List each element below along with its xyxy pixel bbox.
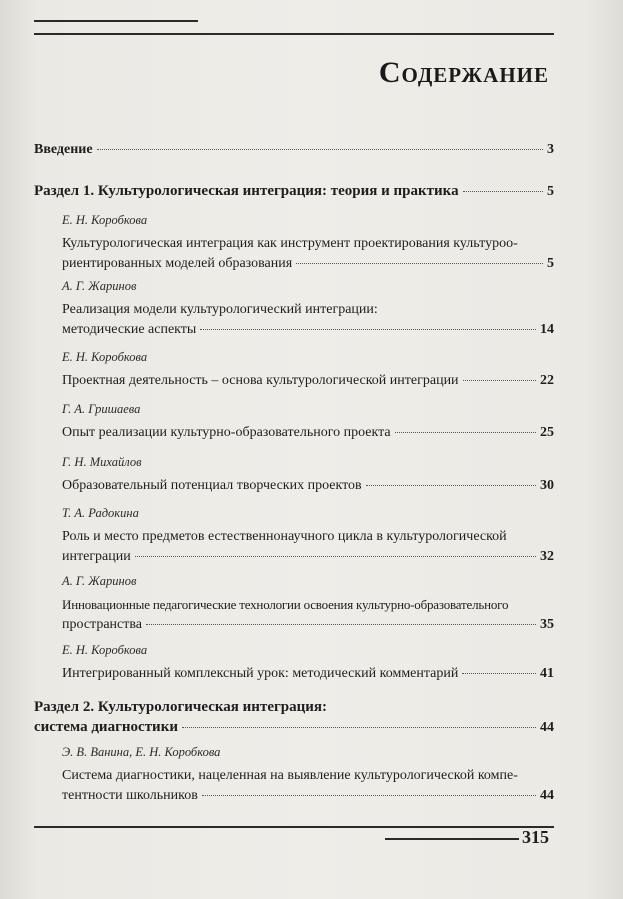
entry-page: 41 [540,666,554,681]
section-1-page: 5 [547,184,554,199]
bottom-long-rule [34,826,554,828]
leader-dots [462,673,536,674]
entry-author: Г. А. Гришаева [62,402,141,416]
section-2-title-line: Раздел 2. Культурологическая интеграция: [34,699,328,715]
entry-page: 32 [540,549,554,564]
entry-author: А. Г. Жаринов [62,279,137,293]
toc-entry[interactable] [34,455,554,496]
entry-title-line: Роль и место предметов естественнонаучного цикла в культурологической [62,529,507,544]
entry-page: 30 [540,478,554,493]
entry-title-line: Опыт реализации культурно-образовательного проекта [62,425,391,440]
leader-dots [463,380,536,381]
toc-entry[interactable] [34,213,554,274]
entry-page: 25 [540,425,554,440]
section-2-title-line: система диагностики [34,719,178,735]
leader-dots [395,432,536,433]
entry-author: Г. Н. Михайлов [62,455,142,469]
toc-entry[interactable] [34,745,554,806]
entry-title-line: Образовательный потенциал творческих проектов [62,478,362,493]
leader-dots [182,727,536,728]
entry-author: Е. Н. Коробкова [62,643,148,657]
leader-dots [200,329,536,330]
section-2-page: 44 [540,720,554,735]
entry-title-line: Система диагностики, нацеленная на выявление культурологической компе- [62,768,518,783]
leader-dots [463,191,543,192]
entry-title-line: тентности школьников [62,788,198,803]
entry-title-line: пространства [62,617,143,632]
entry-title-line: методические аспекты [62,322,197,337]
toc-section-1[interactable] [34,181,554,202]
leader-dots [366,485,536,486]
toc-entry[interactable] [34,643,554,684]
section-1-title: Раздел 1. Культурологическая интеграция: теория и практика [34,183,459,199]
intro-page: 3 [547,142,554,157]
entry-author: Т. А. Радокина [62,506,139,520]
entry-page: 44 [540,788,554,803]
entry-author: Э. В. Ванина, Е. Н. Коробкова [62,745,221,759]
intro-label: Введение [34,142,93,157]
entry-page: 5 [547,256,554,271]
toc-entry[interactable] [34,279,554,340]
toc-entry[interactable] [34,350,554,391]
entry-title-line: Проектная деятельность – основа культурологической интеграции [62,373,459,388]
entry-page: 35 [540,617,554,632]
leader-dots [202,795,536,796]
leader-dots [97,149,543,150]
bottom-short-rule [385,838,519,840]
entry-title-line: Инновационные педагогические технологии освоения культурно-образовательного [62,597,509,612]
entry-title-line: риентированных моделей образования [62,256,293,271]
entry-title-line: Культурологическая интеграция как инструмент проектирования культуроо- [62,236,518,251]
leader-dots [146,624,536,625]
toc-entry[interactable] [34,402,554,443]
top-long-rule [34,33,554,35]
entry-title-line: Интегрированный комплексный урок: методический комментарий [62,666,459,681]
entry-author: Е. Н. Коробкова [62,350,148,364]
entry-author: Е. Н. Коробкова [62,213,148,227]
entry-page: 14 [540,322,554,337]
entry-title-line: Реализация модели культурологический интеграции: [62,302,378,317]
leader-dots [296,263,543,264]
toc-intro[interactable] [34,140,554,160]
entry-page: 22 [540,373,554,388]
toc-entry[interactable] [34,574,554,635]
entry-title-line: интеграции [62,549,131,564]
leader-dots [135,556,536,557]
toc-entry[interactable] [34,506,554,567]
top-short-rule [34,20,198,22]
page-number: 315 [522,827,549,847]
page-title: Содержание [378,56,549,89]
toc-section-2[interactable] [34,697,554,738]
entry-author: А. Г. Жаринов [62,574,137,588]
